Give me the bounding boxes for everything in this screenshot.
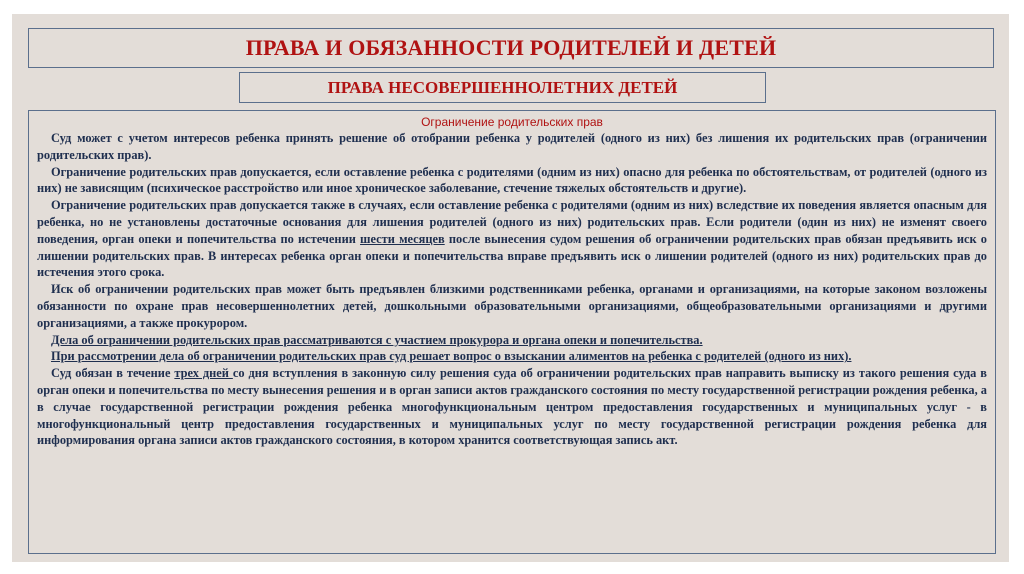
paragraph-2: Ограничение родительских прав допускается, если оставление ребенка с родителями (одним из них) опасно для ребенка по обстоятельствам, от родителей (одного из них) не зависящим (психическое расстройство или иное хроническое заболевание, стечение тяжелых обстоятельств и другие). xyxy=(37,164,987,196)
paragraph-7-text-a: Суд обязан в течение xyxy=(51,366,175,381)
paragraph-7 xyxy=(37,365,987,449)
paragraph-5-underlined: Дела об ограничении родительских прав рассматриваются с участием прокурора и органа опеки и попечительства. xyxy=(51,332,703,347)
title-box xyxy=(28,28,994,68)
paragraph-7-text-b: со дня вступления в законную силу решения суда об ограничении родительских прав направить выписку из такого решения суда в орган опеки и попечительства по месту вынесения решения и в орган записи актов гражданского состояния по месту государственной регистрации рождения ребенка, а в случае государственной регистрации рождения ребенка многофункциональным центром предоставления государственных и муниципальных услуг - в многофункциональный центр предоставления государственных и муниципальных услуг по месту государственной регистрации рождения ребенка для информирования органа записи актов гражданского состояния, в котором хранится соответствующая запись акт. xyxy=(37,366,987,448)
paragraph-6 xyxy=(37,348,987,365)
content-heading: Ограничение родительских прав xyxy=(421,115,603,129)
subtitle-box xyxy=(239,72,766,103)
three-days-underlined: трех дней xyxy=(174,366,233,381)
paragraph-3-text-b: после вынесения судом решения об ограничении родительских прав обязан предъявить иск о лишении родительских прав. В интересах ребенка орган опеки и попечительства вправе предъявить иск о лишении родителей (одного из них) родительских прав до истечения этого срока. xyxy=(37,231,987,280)
paragraph-3 xyxy=(37,197,987,281)
six-months-underlined: шести месяцев xyxy=(360,231,445,246)
content-box xyxy=(28,110,996,554)
paragraph-5 xyxy=(37,332,987,349)
section-subtitle: ПРАВА НЕСОВЕРШЕННОЛЕТНИХ ДЕТЕЙ xyxy=(327,77,678,97)
slide xyxy=(12,14,1009,562)
paragraph-6-underlined: При рассмотрении дела об ограничении родительских прав суд решает вопрос о взыскании алиментов на ребенка с родителей (одного из них). xyxy=(51,349,852,364)
paragraph-1: Суд может с учетом интересов ребенка принять решение об отобрании ребенка у родителей (одного из них) без лишения их родительских прав (ограничении родительских прав). xyxy=(37,131,987,162)
page-title: ПРАВА И ОБЯЗАННОСТИ РОДИТЕЛЕЙ И ДЕТЕЙ xyxy=(245,35,777,60)
paragraph-3-text-a: Ограничение родительских прав допускается также в случаях, если оставление ребенка с родителями (одним из них) вследствие их поведения является опасным для ребенка, но не установлены достаточные основания для лишения родителей (одного из них) родительских прав. Если родители (один из них) не изменят своего поведения, орган опеки и попечительства по истечении xyxy=(37,198,987,246)
paragraph-4: Иск об ограничении родительских прав может быть предъявлен близкими родственниками ребенка, органами и организациями, на которые законом возложены обязанности по охране прав несовершеннолетних детей, дошкольными образовательными организациями, общеобразовательными организациями и другими организациями, а также прокурором. xyxy=(37,282,987,330)
